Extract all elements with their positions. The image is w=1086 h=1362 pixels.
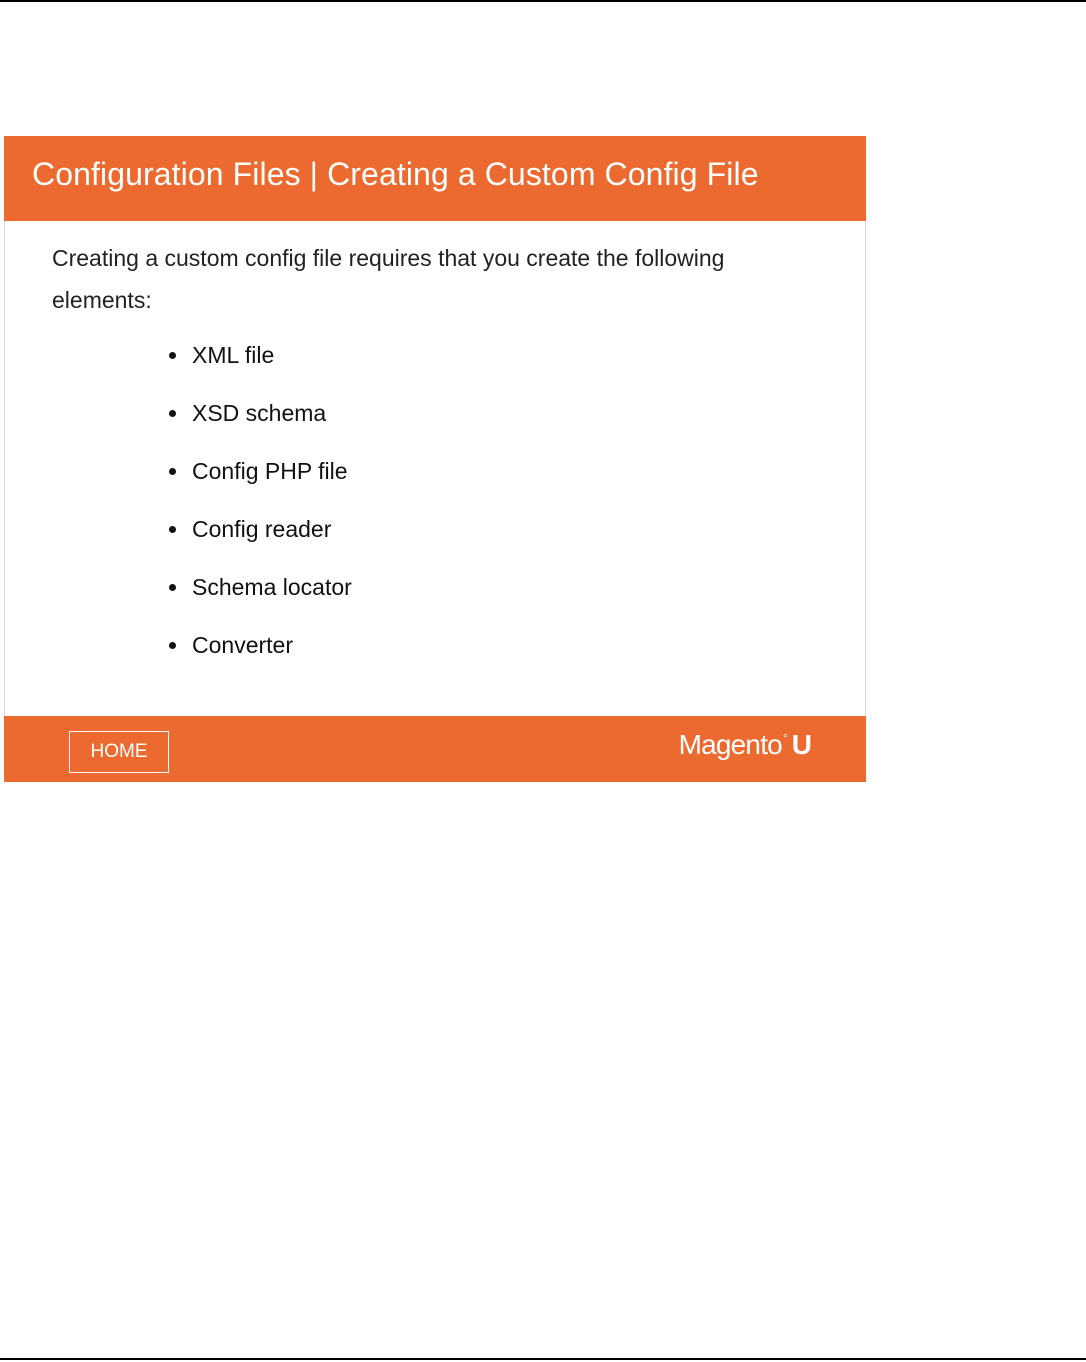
bottom-rule [0,1358,1086,1360]
bullet-label: Schema locator [192,574,352,600]
bullet-label: Config PHP file [192,458,348,484]
slide-header [4,136,866,221]
bullet-label: XSD schema [192,400,327,426]
magento-u-logo [679,729,812,761]
bullet-icon [169,410,176,417]
bullet-label: XML file [192,342,275,368]
slide-footer [4,716,866,782]
intro-text: Creating a custom config file requires that you create the following elements: [52,245,725,313]
slide-title: Configuration Files | Creating a Custom Config File [32,156,759,192]
bullet-icon [169,642,176,649]
top-rule [0,0,1086,2]
bullet-icon [169,526,176,533]
brand-u: U [791,729,812,760]
brand-mark: ° [782,731,788,745]
bullet-icon [169,584,176,591]
home-button[interactable]: HOME [69,731,169,773]
bullet-label: Converter [192,632,293,658]
slide [4,136,866,782]
bullet-icon [169,352,176,359]
bullet-icon [169,468,176,475]
bullet-label: Config reader [192,516,332,542]
brand-name: Magento [678,729,782,760]
